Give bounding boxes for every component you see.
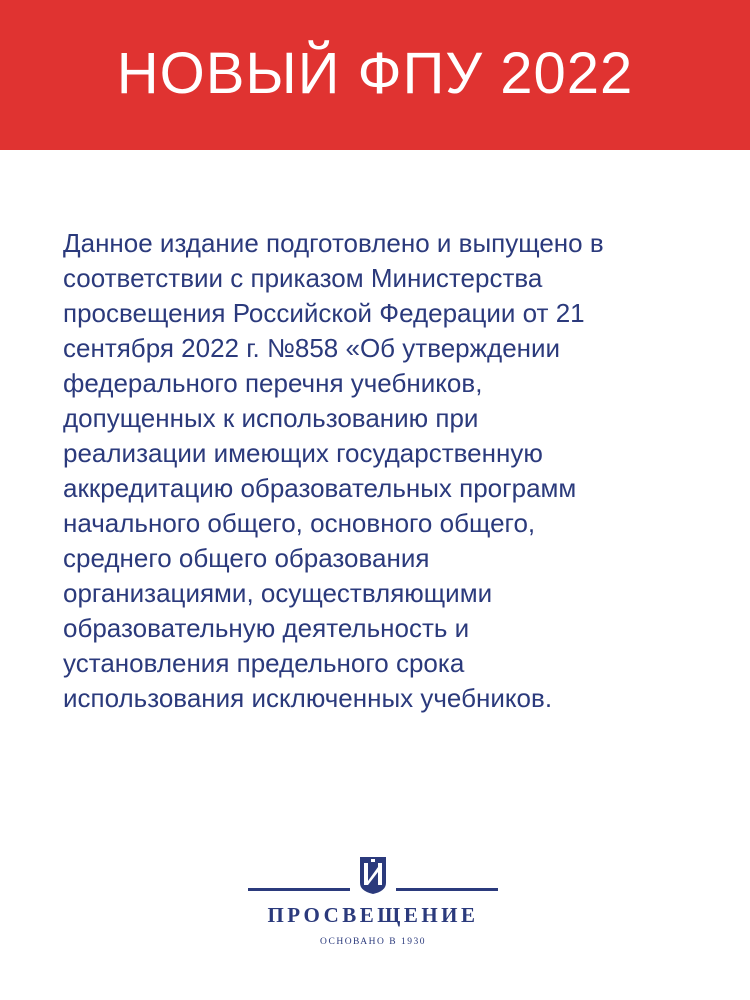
publisher-logo [248, 855, 498, 955]
notice-line: Данное издание подготовлено и выпущено в [63, 228, 604, 258]
notice-line: реализации имеющих государственную [63, 438, 543, 468]
notice-text [63, 226, 703, 716]
notice-line: федерального перечня учебников, [63, 368, 483, 398]
publisher-founded: ОСНОВАНО В 1930 [320, 937, 426, 947]
notice-line: среднего общего образования [63, 543, 430, 573]
logo-divider-right [396, 888, 498, 891]
logo-divider-left [248, 888, 350, 891]
notice-line: организациями, осуществляющими [63, 578, 493, 608]
notice-line: установления предельного срока [63, 648, 465, 678]
notice-line: образовательную деятельность и [63, 613, 470, 643]
notice-line: соответствии с приказом Министерства [63, 263, 543, 293]
page-title: НОВЫЙ ФПУ 2022 [116, 40, 634, 106]
notice-line: использования исключенных учебников. [63, 683, 553, 713]
notice-line: аккредитацию образовательных программ [63, 473, 577, 503]
header-banner [0, 0, 750, 150]
publisher-name: ПРОСВЕЩЕНИЕ [267, 903, 479, 927]
notice-line: начального общего, основного общего, [63, 508, 536, 538]
prosveshchenie-shield-icon [359, 855, 387, 895]
notice-line: сентября 2022 г. №858 «Об утверждении [63, 333, 561, 363]
notice-line: допущенных к использованию при [63, 403, 479, 433]
notice-line: просвещения Российской Федерации от 21 [63, 298, 585, 328]
